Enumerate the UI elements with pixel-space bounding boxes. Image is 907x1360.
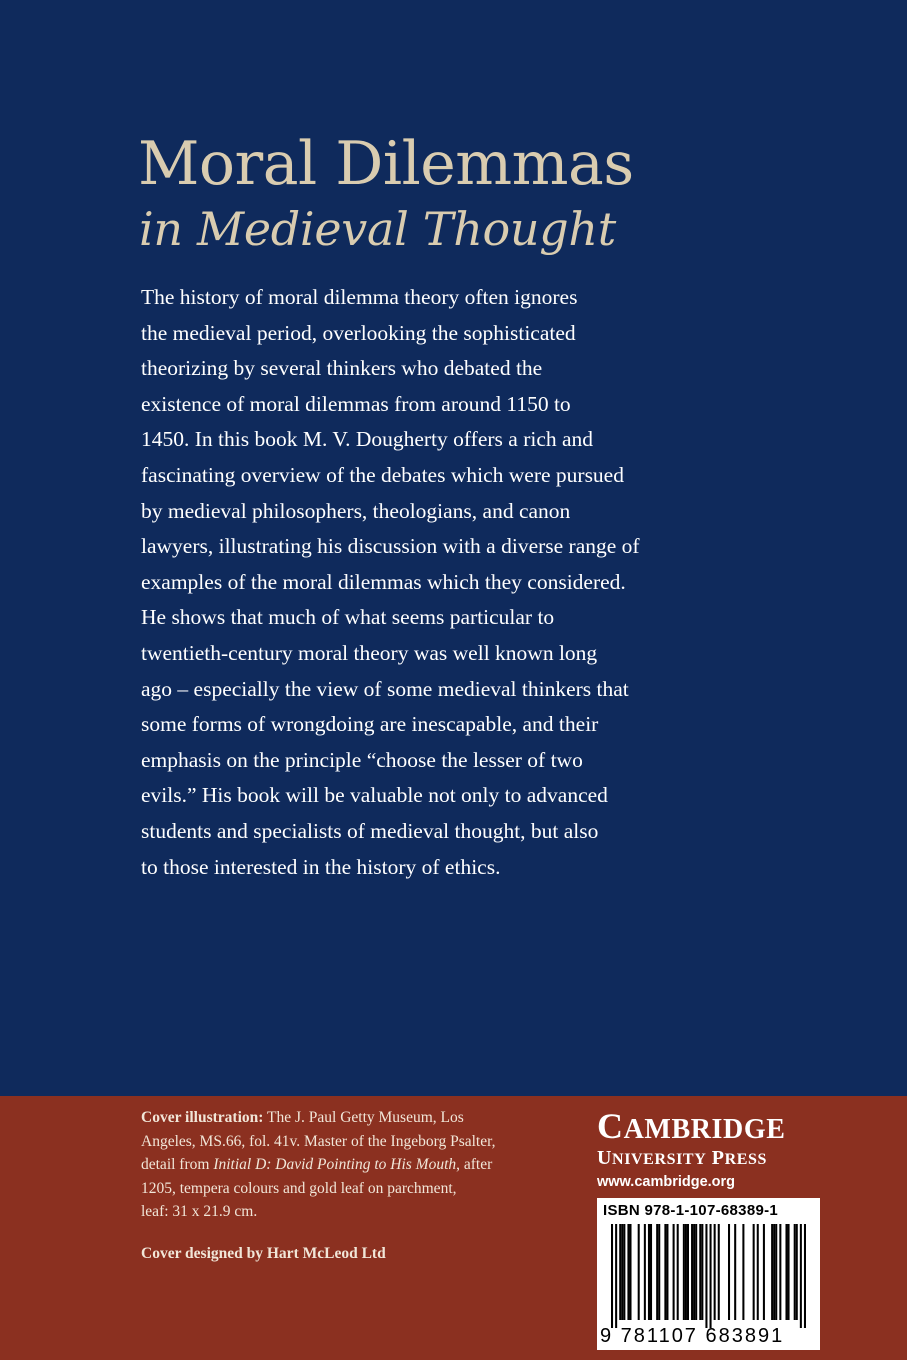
barcode-bar (699, 1224, 701, 1320)
isbn-label: ISBN 978-1-107-68389-1 (603, 1202, 779, 1219)
barcode-bar (619, 1224, 621, 1320)
blurb-line: ago – especially the view of some medieval thinkers that (141, 676, 629, 701)
barcode-bar (779, 1224, 781, 1320)
barcode-bar (648, 1224, 650, 1320)
blurb-line: by medieval philosophers, theologians, and canon (141, 498, 571, 523)
credit-label: Cover illustration: (141, 1109, 264, 1126)
blurb-line: to those interested in the history of ethics. (141, 854, 501, 879)
credit-line: Angeles, MS.66, fol. 41v. Master of the Ingeborg Psalter, (141, 1132, 496, 1150)
barcode-bar (705, 1224, 707, 1328)
barcode-bar (728, 1224, 730, 1320)
barcode-bar (658, 1224, 660, 1320)
barcode-bar (800, 1224, 802, 1328)
barcode-bar (623, 1224, 625, 1320)
barcode-bar (621, 1224, 623, 1320)
barcode-bar (693, 1224, 695, 1320)
barcode-bar (718, 1224, 720, 1320)
barcode-bar (714, 1224, 716, 1320)
barcode-bar (701, 1224, 703, 1320)
barcode-bar (804, 1224, 806, 1328)
barcode-bar (677, 1224, 679, 1320)
cover-illustration-credit (141, 1106, 511, 1224)
barcode-bar (683, 1224, 685, 1320)
barcode-bar (695, 1224, 697, 1320)
barcode-bar (794, 1224, 796, 1320)
publisher-name: CAMBRIDGE (597, 1106, 786, 1146)
blurb-line: He shows that much of what seems particular to (141, 605, 555, 630)
barcode-bar (615, 1224, 617, 1328)
cover-designer-credit: Cover designed by Hart McLeod Ltd (141, 1245, 386, 1262)
barcode-bar (638, 1224, 640, 1320)
barcode-bar (757, 1224, 759, 1320)
barcode-bar (775, 1224, 777, 1320)
book-title: Moral Dilemmas (138, 129, 634, 199)
credit-line: 1205, tempera colours and gold leaf on parchment, (141, 1179, 457, 1197)
barcode-image (597, 1224, 820, 1328)
blurb-line: examples of the moral dilemmas which they considered. (141, 569, 626, 594)
barcode-bar (687, 1224, 689, 1320)
blurb-line: emphasis on the principle “choose the lesser of two (141, 747, 583, 772)
barcode-bar (773, 1224, 775, 1320)
barcode-digits: 9 781107 683891 (600, 1325, 785, 1347)
barcode-bar (753, 1224, 755, 1320)
blurb-line: twentieth-century moral theory was well known long (141, 640, 598, 665)
publisher-url: www.cambridge.org (597, 1174, 736, 1190)
barcode-bar (796, 1224, 798, 1320)
barcode-bar (650, 1224, 652, 1320)
barcode-bar (664, 1224, 666, 1320)
blurb-line: 1450. In this book M. V. Dougherty offers a rich and (141, 427, 594, 452)
barcode-bar (685, 1224, 687, 1320)
barcode-bar (629, 1224, 631, 1320)
publisher-subname: UNIVERSITY PRESS (597, 1147, 767, 1169)
blurb-line: students and specialists of medieval thought, but also (141, 818, 599, 843)
book-subtitle: in Medieval Thought (139, 202, 616, 256)
blurb-line: the medieval period, overlooking the sophisticated (141, 320, 576, 345)
barcode-bar (673, 1224, 675, 1320)
publisher-logo (597, 1106, 837, 1194)
barcode-bar (771, 1224, 773, 1320)
barcode-bar (644, 1224, 646, 1320)
blurb-line: The history of moral dilemma theory often ignores (141, 285, 578, 309)
barcode-bar (656, 1224, 658, 1320)
blurb-line: existence of moral dilemmas from around 1150 to (141, 391, 571, 416)
barcode-bar (691, 1224, 693, 1320)
barcode-panel (597, 1198, 820, 1350)
barcode-bar (734, 1224, 736, 1320)
blurb-line: lawyers, illustrating his discussion with a diverse range of (141, 534, 640, 559)
blurb-line: evils.” His book will be valuable not only to advanced (141, 783, 608, 808)
blurb (141, 280, 721, 885)
barcode-bar (666, 1224, 668, 1320)
barcode-bar (785, 1224, 787, 1320)
barcode-bar (788, 1224, 790, 1320)
barcode-bar (742, 1224, 744, 1320)
barcode-bar (611, 1224, 613, 1328)
credit-line: leaf: 31 x 21.9 cm. (141, 1203, 258, 1220)
barcode-bar (763, 1224, 765, 1320)
artwork-title: Initial D: David Pointing to His Mouth (213, 1156, 457, 1173)
barcode-bar (710, 1224, 712, 1328)
blurb-line: some forms of wrongdoing are inescapable, and their (141, 712, 599, 737)
barcode-bar (627, 1224, 629, 1320)
credit-line: Cover illustration: The J. Paul Getty Museum, Los (141, 1109, 464, 1126)
blurb-line: fascinating overview of the debates which were pursued (141, 462, 624, 487)
credit-line: detail from Initial D: David Pointing to His Mouth, after (141, 1156, 493, 1173)
blurb-line: theorizing by several thinkers who debated the (141, 356, 543, 381)
